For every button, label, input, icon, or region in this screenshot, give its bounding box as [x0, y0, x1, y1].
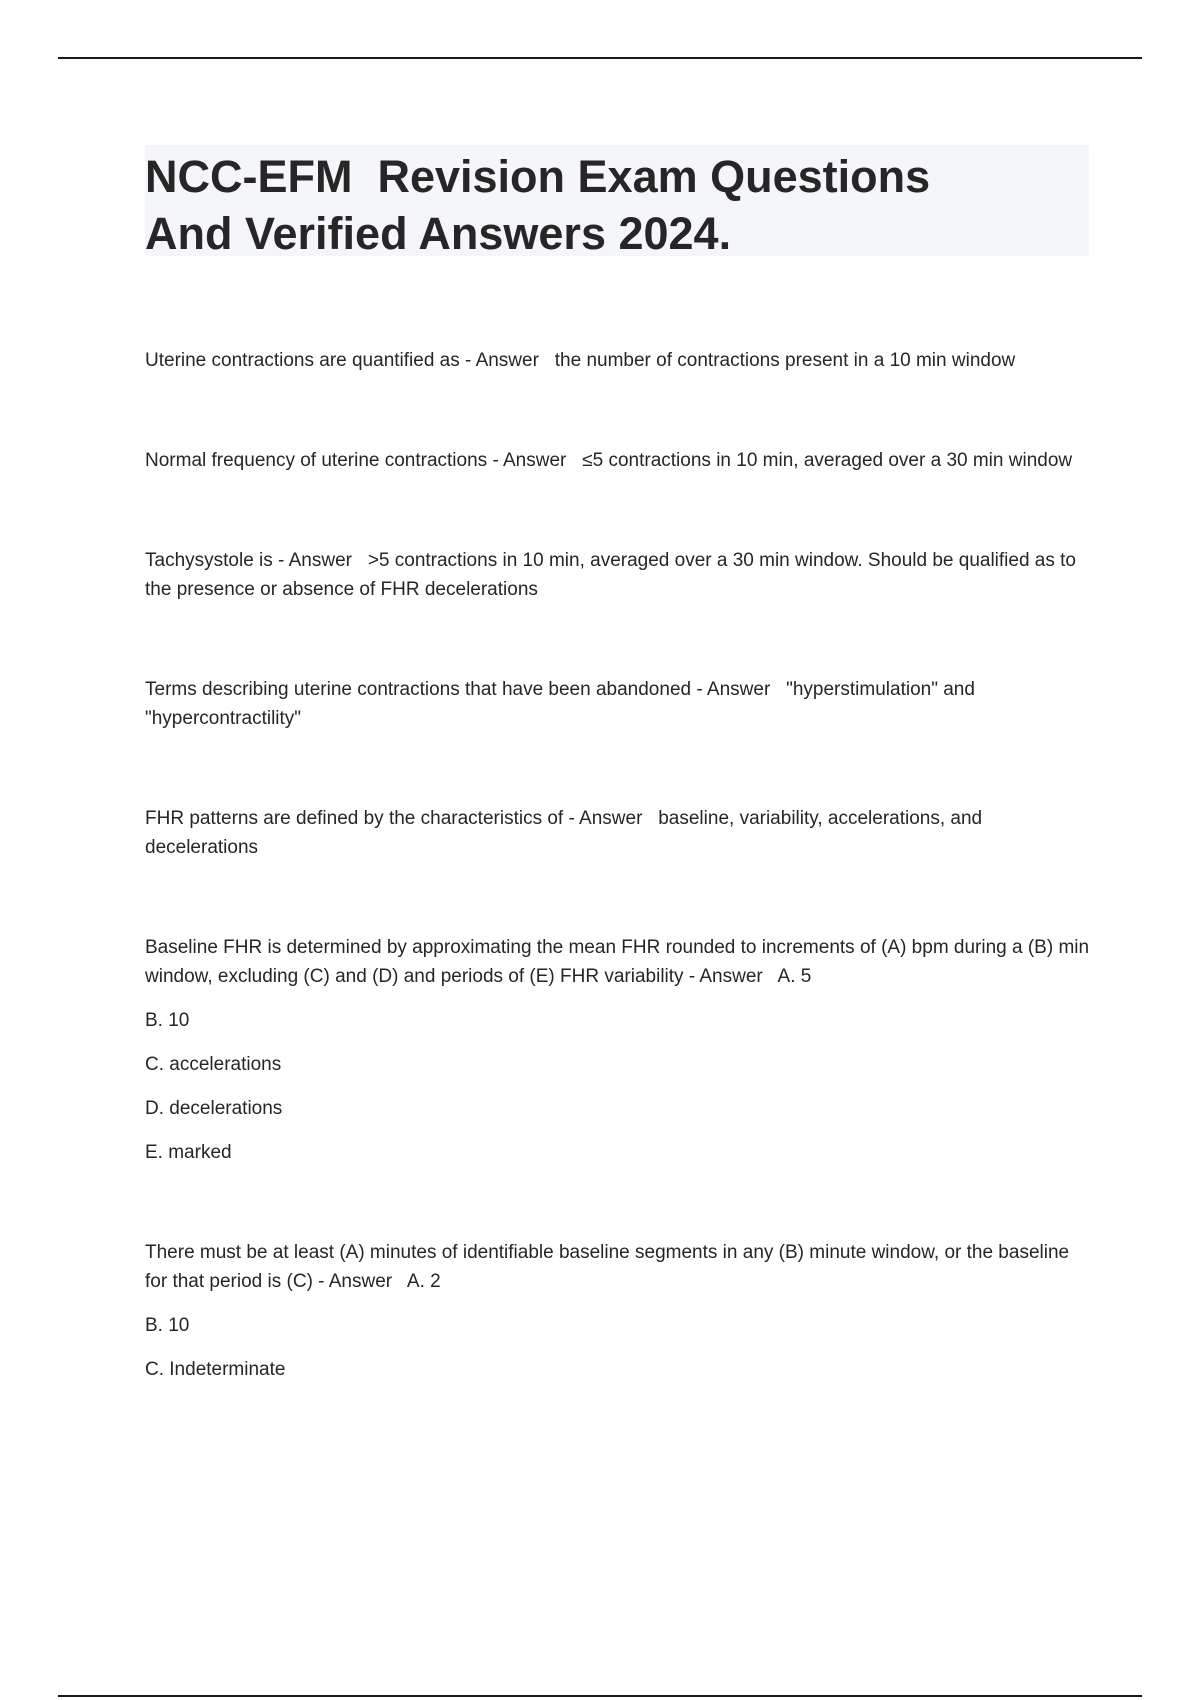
answer-continuation: B. 10	[145, 1315, 190, 1336]
question-text: Terms describing uterine contractions that have been abandoned	[145, 679, 692, 700]
answer-continuation: D. decelerations	[145, 1098, 283, 1119]
question-text: Normal frequency of uterine contractions	[145, 450, 488, 471]
answer-separator: - Answer	[563, 808, 659, 829]
question-text: Baseline FHR is determined by approximating the mean FHR rounded to increments of (A) bpm during a (B) min window, excluding (C) and (D) and periods of (E) FHR variability	[145, 937, 1090, 987]
qa-item	[145, 346, 1095, 375]
answer-continuation: B. 10	[145, 1010, 190, 1031]
question-text: Tachysystole is	[145, 550, 273, 571]
answer-text: "hyperstimulation" and "hypercontractility"	[145, 679, 975, 729]
question-text: Uterine contractions are quantified as	[145, 350, 460, 371]
qa-text	[145, 1238, 1095, 1296]
answer-separator: - Answer	[691, 679, 787, 700]
qa-item	[145, 546, 1095, 604]
answer-text: baseline, variability, accelerations, and decelerations	[145, 808, 983, 858]
document-title-line-2: And Verified Answers 2024.	[145, 208, 732, 259]
answer-separator: - Answer	[312, 1271, 407, 1292]
qa-item	[145, 675, 1095, 733]
answer-continuation: E. marked	[145, 1142, 232, 1163]
qa-text	[145, 346, 1095, 375]
qa-text	[145, 804, 1095, 862]
answer-text: A. 5	[777, 966, 812, 987]
answer-separator: - Answer	[272, 550, 368, 571]
top-rule	[58, 57, 1142, 59]
qa-item	[145, 804, 1095, 862]
answer-text: ≤5 contractions in 10 min, averaged over a 30 min window	[582, 450, 1073, 471]
document-title	[145, 148, 930, 262]
qa-item	[145, 933, 1095, 1167]
document-title-line-1: NCC-EFM Revision Exam Questions	[145, 151, 931, 202]
qa-text	[145, 933, 1095, 991]
answer-text: >5 contractions in 10 min, averaged over a 30 min window. Should be qualified as to the presence or absence of FHR decelerations	[145, 550, 1076, 600]
qa-text	[145, 446, 1095, 475]
answer-continuation: C. Indeterminate	[145, 1359, 286, 1380]
answer-text: A. 2	[406, 1271, 441, 1292]
answer-continuation: C. accelerations	[145, 1054, 282, 1075]
qa-text	[145, 546, 1095, 604]
qa-list	[145, 346, 1095, 1455]
qa-item	[145, 446, 1095, 475]
question-text: There must be at least (A) minutes of identifiable baseline segments in any (B) minute window, or the baseline for that period is (C)	[145, 1242, 1070, 1292]
title-banner	[145, 145, 1089, 259]
bottom-rule	[58, 1695, 1142, 1697]
qa-item	[145, 1238, 1095, 1384]
question-text: FHR patterns are defined by the characteristics of	[145, 808, 564, 829]
qa-text	[145, 675, 1095, 733]
answer-separator: - Answer	[459, 350, 555, 371]
answer-text: the number of contractions present in a 10 min window	[554, 350, 1016, 371]
answer-separator: - Answer	[683, 966, 778, 987]
answer-separator: - Answer	[487, 450, 583, 471]
